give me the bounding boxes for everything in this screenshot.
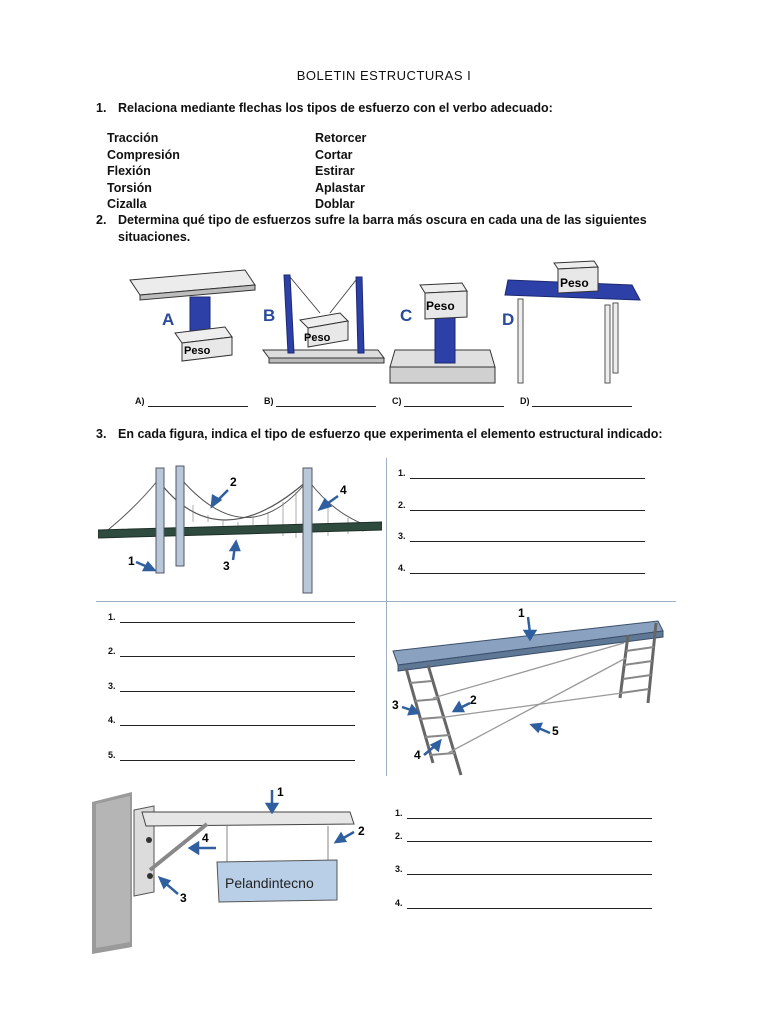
- bridge-answer-3-label: 3.: [398, 531, 406, 541]
- scaffold-number-2: 2: [470, 693, 477, 707]
- answer-b-line[interactable]: [276, 406, 376, 407]
- worksheet-title: BOLETIN ESTRUCTURAS I: [296, 68, 472, 83]
- bridge-number-3: 3: [223, 559, 230, 573]
- sign-number-4: 4: [202, 831, 209, 845]
- bridge-answer-1-line[interactable]: [410, 478, 645, 479]
- answer-d-line[interactable]: [532, 406, 632, 407]
- answer-d-label: D): [520, 396, 530, 406]
- scaffold-answer-1-label: 1.: [108, 612, 116, 622]
- horizontal-divider: [96, 601, 676, 602]
- stress-type: Cizalla: [107, 197, 147, 211]
- bridge-answer-4-line[interactable]: [410, 573, 645, 574]
- question-2-text-cont: situaciones.: [118, 230, 191, 244]
- question-1-number: 1.: [96, 101, 107, 115]
- figure-a: [130, 270, 255, 361]
- question-1: [96, 100, 553, 117]
- bridge-number-2: 2: [230, 475, 237, 489]
- question-3: [96, 426, 663, 443]
- figure-letter-c: C: [400, 306, 413, 325]
- q2-figures: [120, 255, 650, 390]
- question-2-text: Determina qué tipo de esfuerzos sufre la barra más oscura en cada una de las siguientes: [118, 213, 647, 227]
- bridge-answer-4-label: 4.: [398, 563, 406, 573]
- stress-type: Flexión: [107, 164, 151, 178]
- scaffold-answer-2-line[interactable]: [120, 656, 355, 657]
- stress-types-list: [107, 130, 180, 213]
- figure-d: [502, 261, 640, 383]
- scaffold-figure: [388, 603, 670, 781]
- sign-number-1: 1: [277, 785, 284, 799]
- scaffold-answer-1-line[interactable]: [120, 622, 355, 623]
- sign-text: Pelandintecno: [225, 875, 314, 891]
- sign-answer-1-line[interactable]: [407, 818, 652, 819]
- weight-label-b: Peso: [304, 332, 331, 344]
- scaffold-answer-4-line[interactable]: [120, 725, 355, 726]
- bridge-answer-3-line[interactable]: [410, 541, 645, 542]
- bridge-answer-1-label: 1.: [398, 468, 406, 478]
- verb: Cortar: [315, 147, 353, 162]
- sign-number-3: 3: [180, 891, 187, 905]
- scaffold-answer-5-label: 5.: [108, 750, 116, 760]
- question-2: [96, 212, 656, 246]
- sign-figure: [92, 782, 382, 954]
- verb: Estirar: [315, 164, 355, 178]
- bridge-answer-2-line[interactable]: [410, 510, 645, 511]
- verb: Retorcer: [315, 131, 367, 145]
- sign-answer-1-label: 1.: [395, 808, 403, 818]
- figure-b: [263, 275, 384, 363]
- verb: Doblar: [315, 197, 355, 211]
- answer-c-label: C): [392, 396, 402, 406]
- weight-label-a: Peso: [184, 345, 211, 357]
- question-3-number: 3.: [96, 427, 107, 441]
- figure-letter-b: B: [263, 306, 276, 325]
- bridge-number-4: 4: [340, 483, 347, 497]
- stress-type: Compresión: [107, 147, 180, 162]
- scaffold-answer-5-line[interactable]: [120, 760, 355, 761]
- scaffold-number-4: 4: [414, 748, 421, 762]
- scaffold-answer-4-label: 4.: [108, 715, 116, 725]
- bridge-number-1: 1: [128, 554, 135, 568]
- sign-answer-3-label: 3.: [395, 864, 403, 874]
- figure-c: [390, 283, 495, 383]
- weight-label-d: Peso: [560, 276, 589, 290]
- question-1-text: Relaciona mediante flechas los tipos de esfuerzo con el verbo adecuado:: [118, 101, 553, 115]
- question-2-number: 2.: [96, 213, 107, 227]
- sign-answer-4-label: 4.: [395, 898, 403, 908]
- scaffold-answer-3-label: 3.: [108, 681, 116, 691]
- figure-letter-d: D: [502, 310, 515, 329]
- scaffold-number-3: 3: [392, 698, 399, 712]
- stress-type: Tracción: [107, 131, 159, 145]
- bridge-answer-2-label: 2.: [398, 500, 406, 510]
- stress-type: Torsión: [107, 180, 152, 195]
- bridge-figure: [98, 460, 382, 595]
- answer-b-label: B): [264, 396, 274, 406]
- sign-answer-3-line[interactable]: [407, 874, 652, 875]
- sign-number-2: 2: [358, 824, 365, 838]
- sign-answer-4-line[interactable]: [407, 908, 652, 909]
- figure-letter-a: A: [162, 310, 175, 329]
- answer-a-label: A): [135, 396, 145, 406]
- verbs-list: [315, 130, 366, 213]
- weight-label-c: Peso: [426, 299, 455, 313]
- sign-answer-2-line[interactable]: [407, 841, 652, 842]
- vertical-divider: [386, 458, 387, 776]
- scaffold-number-5: 5: [552, 724, 559, 738]
- answer-a-line[interactable]: [148, 406, 248, 407]
- answer-c-line[interactable]: [404, 406, 504, 407]
- verb: Aplastar: [315, 180, 366, 195]
- scaffold-answer-3-line[interactable]: [120, 691, 355, 692]
- sign-answer-2-label: 2.: [395, 831, 403, 841]
- question-3-text: En cada figura, indica el tipo de esfuerzo que experimenta el elemento estructural indicado:: [118, 427, 663, 441]
- scaffold-number-1: 1: [518, 606, 525, 620]
- scaffold-answer-2-label: 2.: [108, 646, 116, 656]
